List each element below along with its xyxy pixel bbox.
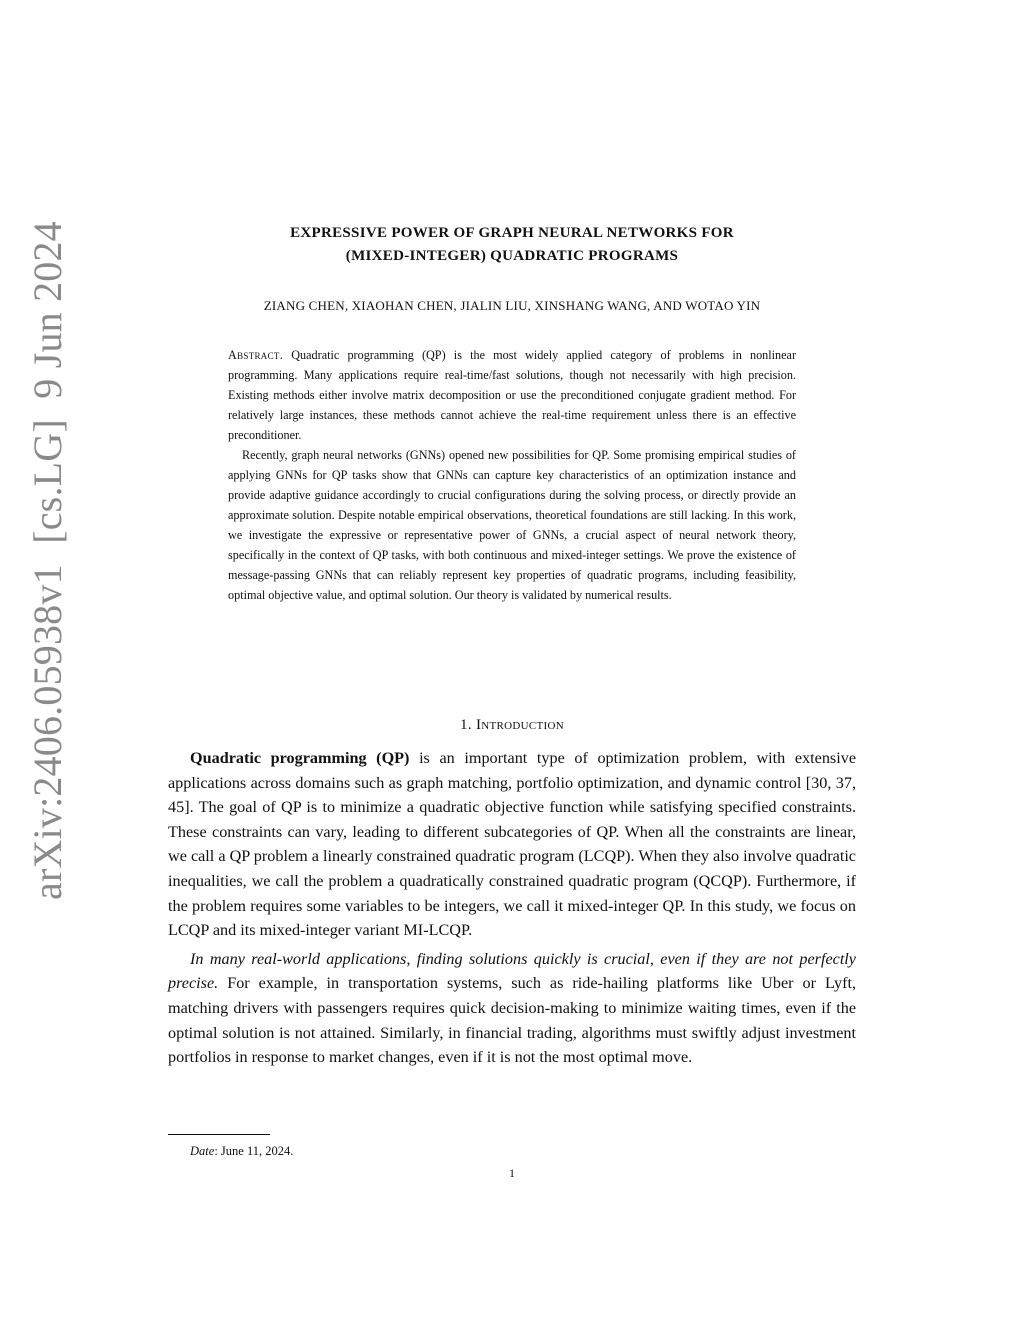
intro-text-1: is an important type of optimization problem, with extensive applications across domains such as graph matching, portfolio optimization, and dynamic control [30, 37, 45]. The goal of QP is to minimize a quadratic objective function while satisfying specified constraints. These constraints can vary, leading to different subcategories of QP. When all the constraints are linear, we call a QP problem a linearly constrained quadratic program (LCQP). When they also involve quadratic inequalities, we call the problem a quadratically constrained quadratic program (QCQP). Furthermore, if the problem requires some variables to be integers, we call it mixed-integer QP. In this study, we focus on LCQP and its mixed-integer variant MI-LCQP. [168,749,857,940]
intro-text-2: For example, in transportation systems, such as ride-hailing platforms like Uber or Lyft, matching drivers with passengers requires quick decision-making to minimize waiting times, even if the optimal solution is not attained. Similarly, in financial trading, algorithms must swiftly adjust investment portfolios in response to market changes, even if it is not the most optimal move. [168,974,856,1067]
section-number: 1. [460,717,472,733]
introduction-body [168,746,856,1070]
abstract-label: Abstract. [228,348,284,362]
arxiv-identifier: arXiv:2406.05938v1 [25,564,70,900]
author-list: ZIANG CHEN, XIAOHAN CHEN, JIALIN LIU, XINSHANG WANG, AND WOTAO YIN [263,298,761,313]
title-line-2: (MIXED-INTEGER) QUADRATIC PROGRAMS [345,248,679,264]
section-heading [170,717,854,734]
footnote-rule [168,1134,270,1135]
arxiv-category: [cs.LG] [25,419,70,544]
abstract [228,345,796,605]
intro-paragraph-1 [168,746,856,943]
footnote-label: Date [190,1144,215,1158]
abstract-text-1: Quadratic programming (QP) is the most widely applied category of problems in nonlinear programming. Many applications require real-time/fast solutions, though not necessarily with high precision. Existing methods either involve matrix decomposition or use the preconditioned conjugate gradient method. For relatively large instances, these methods cannot achieve the real-time requirement unless there is an effective preconditioner. [228,348,796,442]
arxiv-date: 9 Jun 2024 [25,221,70,399]
abstract-paragraph-2: Recently, graph neural networks (GNNs) opened new possibilities for QP. Some promising empirical studies of applying GNNs for QP tasks show that GNNs can capture key characteristics of an optimization instance and provide adaptive guidance accordingly to crucial configurations during the solving process, or directly provide an approximate solution. Despite notable empirical observations, theoretical foundations are still lacking. In this work, we investigate the expressive or representative power of GNNs, a crucial aspect of neural network theory, specifically in the context of QP tasks, with both continuous and mixed-integer settings. We prove the existence of message-passing GNNs that can reliably represent key properties of quadratic programs, including feasibility, optimal objective value, and optimal solution. Our theory is validated by numerical results. [228,448,796,602]
page-number: 1 [509,1166,515,1180]
paper-title [170,222,854,268]
footnote: Date: June 11, 2024. [190,1144,294,1158]
intro-bold-term: Quadratic programming (QP) [190,749,410,767]
title-line-1: EXPRESSIVE POWER OF GRAPH NEURAL NETWORKS FOR [290,225,734,241]
footnote-date: June 11, 2024. [220,1144,294,1158]
section-title: Introduction [475,717,564,733]
intro-italic-sentence: In many real-world applications, finding solutions quickly is crucial, even if they are not perfectly precise. [168,949,856,993]
arxiv-stamp [18,221,78,900]
intro-paragraph-2 [168,947,856,1070]
abstract-paragraph-1 [228,345,796,445]
